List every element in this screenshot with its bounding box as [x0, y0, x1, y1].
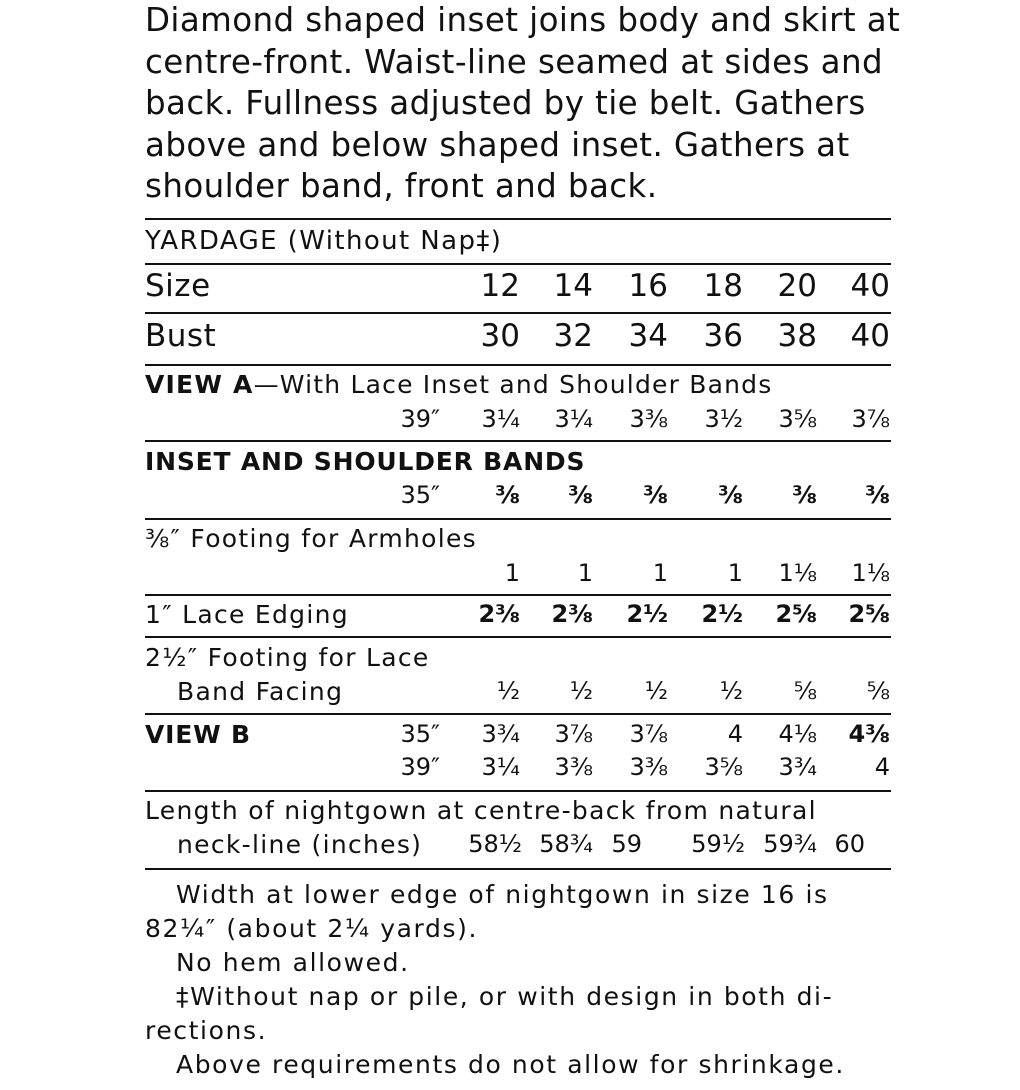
width-note-line2: 82¼″ (about 2¼ yards). — [145, 914, 478, 943]
description-line: shoulder band, front and back. — [145, 167, 658, 206]
yardage-value: 3¼ — [481, 405, 520, 433]
footing-label: ⅜″ Footing for Armholes — [145, 524, 478, 553]
divider — [145, 263, 891, 265]
yardage-value: ⅝ — [866, 677, 890, 705]
divider — [145, 312, 891, 314]
yardage-value: 3⅞ — [554, 720, 593, 748]
width-note-line1: Width at lower edge of nightgown in size 16 is — [176, 880, 829, 909]
yardage-value: ⅜ — [865, 481, 890, 509]
inset-heading: INSET AND SHOULDER BANDS — [145, 447, 586, 476]
nap-note-line1: ‡Without nap or pile, or with design in both di- — [176, 982, 834, 1011]
size-value: 20 — [777, 268, 817, 304]
description-line: centre-front. Waist-line seamed at sides and — [145, 42, 883, 81]
nap-note-line2: rections. — [145, 1016, 268, 1045]
description-line: back. Fullness adjusted by tie belt. Gathers — [145, 84, 866, 123]
bust-value: 36 — [703, 318, 743, 354]
size-value: 18 — [703, 268, 743, 304]
yardage-value: 3½ — [704, 405, 743, 433]
yardage-value: 3¼ — [554, 405, 593, 433]
yardage-value: 1 — [577, 559, 593, 587]
description-line: above and below shaped inset. Gathers at — [145, 125, 850, 164]
length-value: 58¾ — [539, 830, 593, 858]
hem-note: No hem allowed. — [176, 948, 410, 977]
length-value: 60 — [834, 830, 865, 858]
yardage-value: ⅜ — [495, 481, 520, 509]
band-facing-label-line2: Band Facing — [177, 677, 344, 706]
shrinkage-note: Above requirements do not allow for shrinkage. — [176, 1050, 845, 1079]
yardage-value: ⅝ — [793, 677, 817, 705]
length-label-line1: Length of nightgown at centre-back from natural — [145, 796, 817, 825]
bust-value: 38 — [777, 318, 817, 354]
divider — [145, 518, 891, 520]
yardage-value: ⅜ — [792, 481, 817, 509]
yardage-value: 2⅝ — [848, 600, 890, 628]
yardage-value: 4 — [727, 720, 743, 748]
yardage-value: ⅜ — [643, 481, 668, 509]
divider — [145, 790, 891, 792]
yardage-value: 2½ — [701, 600, 743, 628]
yardage-value: ½ — [496, 677, 520, 705]
yardage-value: 3⅜ — [629, 753, 668, 781]
yardage-value: ½ — [569, 677, 593, 705]
yardage-value: 2⅜ — [551, 600, 593, 628]
yardage-value: 3¾ — [481, 720, 520, 748]
view-a-heading — [145, 370, 772, 399]
description-line: Diamond shaped inset joins body and skirt at — [145, 1, 901, 39]
divider — [145, 440, 891, 442]
size-value: 14 — [553, 268, 593, 304]
fabric-width: 39″ — [400, 405, 440, 433]
view-a-description: —With Lace Inset and Shoulder Bands — [253, 370, 773, 399]
bust-label: Bust — [145, 318, 217, 354]
yardage-value: ⅜ — [568, 481, 593, 509]
bust-value: 32 — [553, 318, 593, 354]
table-bottom-rule — [145, 868, 891, 870]
yardage-value: ½ — [644, 677, 668, 705]
size-value: 16 — [628, 268, 668, 304]
yardage-value: 3⅞ — [629, 720, 668, 748]
yardage-value: 4⅛ — [778, 720, 817, 748]
size-value: 12 — [480, 268, 520, 304]
fabric-width: 35″ — [400, 720, 440, 748]
yardage-value: 4 — [874, 753, 890, 781]
yardage-value: 2⅜ — [478, 600, 520, 628]
size-value: 40 — [850, 268, 890, 304]
divider — [145, 636, 891, 638]
length-value: 59 — [611, 830, 642, 858]
yardage-value: 3¾ — [778, 753, 817, 781]
length-label-line2: neck-line (inches) — [177, 830, 423, 859]
yardage-value: 1⅛ — [851, 559, 890, 587]
yardage-title: YARDAGE (Without Nap‡) — [145, 226, 503, 256]
yardage-value: 3⅜ — [554, 753, 593, 781]
fabric-width: 39″ — [400, 753, 440, 781]
yardage-value: 4⅜ — [848, 720, 890, 748]
bust-value: 34 — [628, 318, 668, 354]
yardage-value: 1 — [652, 559, 668, 587]
view-b-heading: VIEW B — [145, 720, 251, 749]
divider — [145, 364, 891, 366]
yardage-value: 3⅝ — [778, 405, 817, 433]
band-facing-label-line1: 2½″ Footing for Lace — [145, 643, 430, 672]
lace-edging-label: 1″ Lace Edging — [145, 600, 349, 629]
yardage-value: 2½ — [626, 600, 668, 628]
yardage-value: 1 — [504, 559, 520, 587]
yardage-value: ⅜ — [718, 481, 743, 509]
yardage-value: 1 — [727, 559, 743, 587]
yardage-value: 1⅛ — [778, 559, 817, 587]
divider — [145, 713, 891, 715]
bust-value: 40 — [850, 318, 890, 354]
length-value: 59½ — [691, 830, 745, 858]
yardage-value: 3⅜ — [629, 405, 668, 433]
yardage-value: 2⅝ — [775, 600, 817, 628]
size-label: Size — [145, 268, 211, 304]
length-value: 58½ — [468, 830, 522, 858]
view-a-label: VIEW A — [145, 370, 254, 399]
fabric-width: 35″ — [400, 481, 440, 509]
table-top-rule — [145, 218, 891, 220]
yardage-value: 3⅞ — [851, 405, 890, 433]
divider — [145, 594, 891, 596]
yardage-value: ½ — [719, 677, 743, 705]
garment-description — [145, 0, 905, 208]
yardage-value: 3¼ — [481, 753, 520, 781]
length-value: 59¾ — [763, 830, 817, 858]
yardage-value: 3⅝ — [704, 753, 743, 781]
bust-value: 30 — [480, 318, 520, 354]
